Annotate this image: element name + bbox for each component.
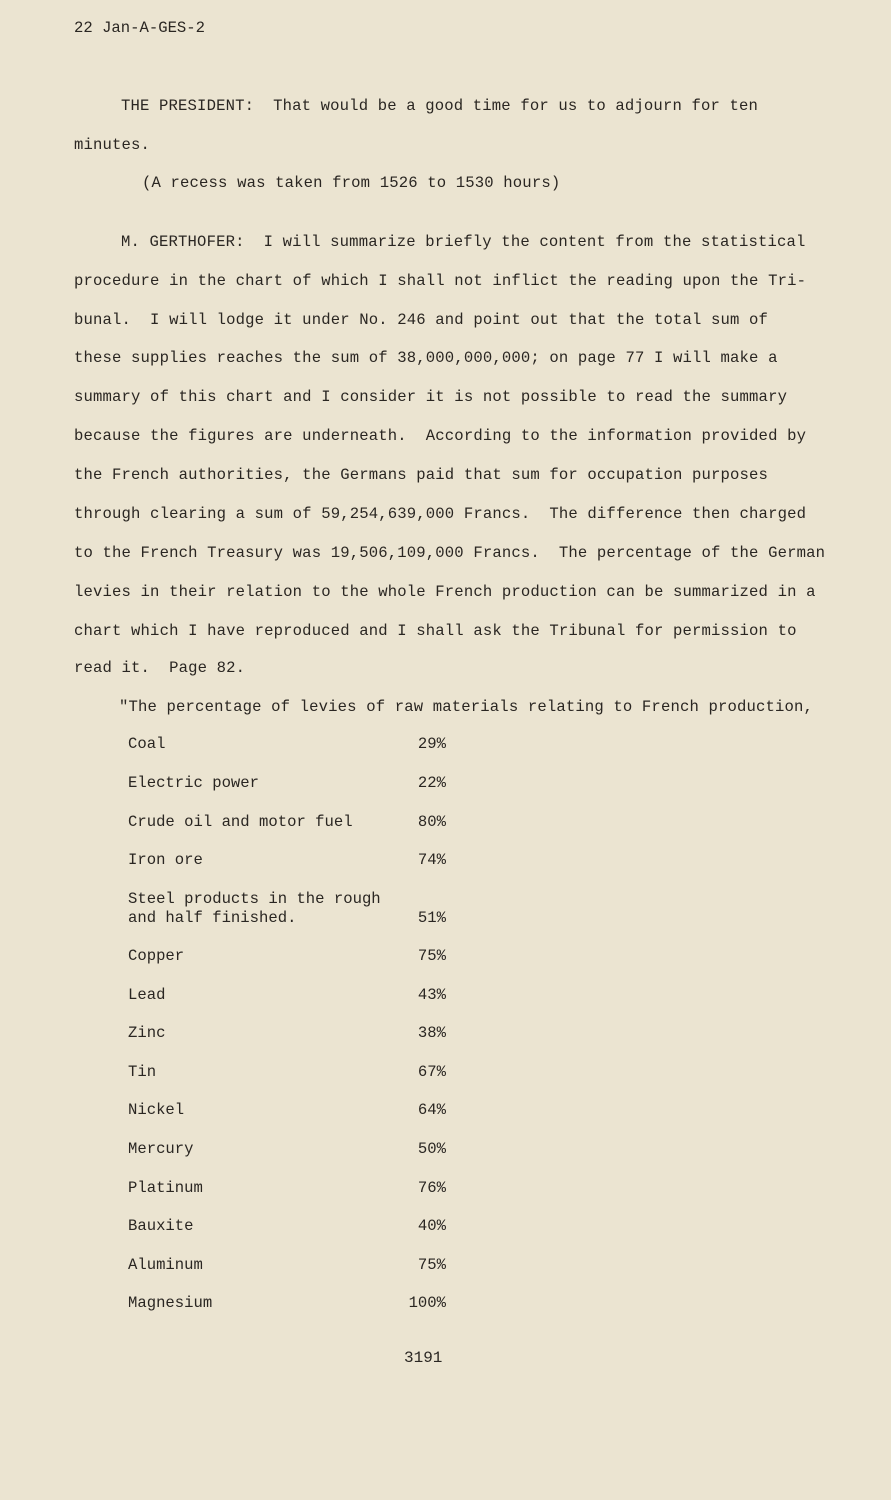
table-row-percent: 100% (408, 1294, 446, 1312)
table-row-material: Electric power (128, 774, 260, 792)
transcript-line: the French authorities, the Germans paid that sum for occupation purposes (74, 466, 769, 484)
transcript-line: read it. Page 82. (74, 659, 246, 677)
table-row-percent: 76% (417, 1179, 446, 1197)
table-row-percent: 50% (417, 1140, 446, 1158)
transcript-line: because the figures are underneath. According to the information provided by (74, 427, 807, 445)
table-row-percent: 74% (417, 851, 446, 869)
table-row-material: Crude oil and motor fuel (128, 813, 353, 831)
table-row-material: Platinum (128, 1179, 203, 1197)
transcript-line: minutes. (74, 136, 151, 154)
table-row-percent: 51% (417, 909, 446, 927)
table-row-percent: 22% (417, 774, 446, 792)
table-row-material: Coal (128, 735, 166, 753)
transcript-line: M. GERTHOFER: I will summarize briefly the content from the statistical (121, 233, 806, 251)
document-reference: 22 Jan-A-GES-2 (74, 19, 206, 37)
transcript-line: to the French Treasury was 19,506,109,000 Francs. The percentage of the German (74, 544, 826, 562)
transcript-line: summary of this chart and I consider it is not possible to read the summary (74, 388, 788, 406)
page-number: 3191 (404, 1349, 443, 1367)
table-row-material: Bauxite (128, 1217, 194, 1235)
table-row-percent: 40% (417, 1217, 446, 1235)
table-row-percent: 38% (417, 1024, 446, 1042)
table-row-percent: 64% (417, 1101, 446, 1119)
quote-intro: "The percentage of levies of raw materials relating to French production, (119, 698, 814, 716)
table-row-material: Tin (128, 1063, 157, 1081)
table-row-material: Magnesium (128, 1294, 213, 1312)
table-row-material: Aluminum (128, 1256, 203, 1274)
table-row-percent: 75% (417, 947, 446, 965)
recess-note: (A recess was taken from 1526 to 1530 hours) (142, 174, 561, 192)
table-row-material: Mercury (128, 1140, 194, 1158)
transcript-line: levies in their relation to the whole French production can be summarized in a (74, 583, 816, 601)
transcript-line: bunal. I will lodge it under No. 246 and point out that the total sum of (74, 311, 769, 329)
transcript-line: THE PRESIDENT: That would be a good time for us to adjourn for ten (121, 97, 759, 115)
transcript-line: chart which I have reproduced and I shall ask the Tribunal for permission to (74, 622, 797, 640)
transcript-line: these supplies reaches the sum of 38,000,000,000; on page 77 I will make a (74, 349, 778, 367)
table-row-percent: 75% (417, 1256, 446, 1274)
transcript-line: through clearing a sum of 59,254,639,000 Francs. The difference then charged (74, 505, 807, 523)
table-row-percent: 80% (417, 813, 446, 831)
table-row-material: Iron ore (128, 851, 203, 869)
table-row-percent: 43% (417, 986, 446, 1004)
table-row-material: Lead (128, 986, 166, 1004)
table-row-percent: 29% (417, 735, 446, 753)
table-row-material: Steel products in the rough and half finished. (128, 890, 381, 927)
table-row-material: Copper (128, 947, 185, 965)
table-row-percent: 67% (417, 1063, 446, 1081)
transcript-line: procedure in the chart of which I shall not inflict the reading upon the Tri- (74, 272, 807, 290)
table-row-material: Nickel (128, 1101, 185, 1119)
table-row-material: Zinc (128, 1024, 166, 1042)
